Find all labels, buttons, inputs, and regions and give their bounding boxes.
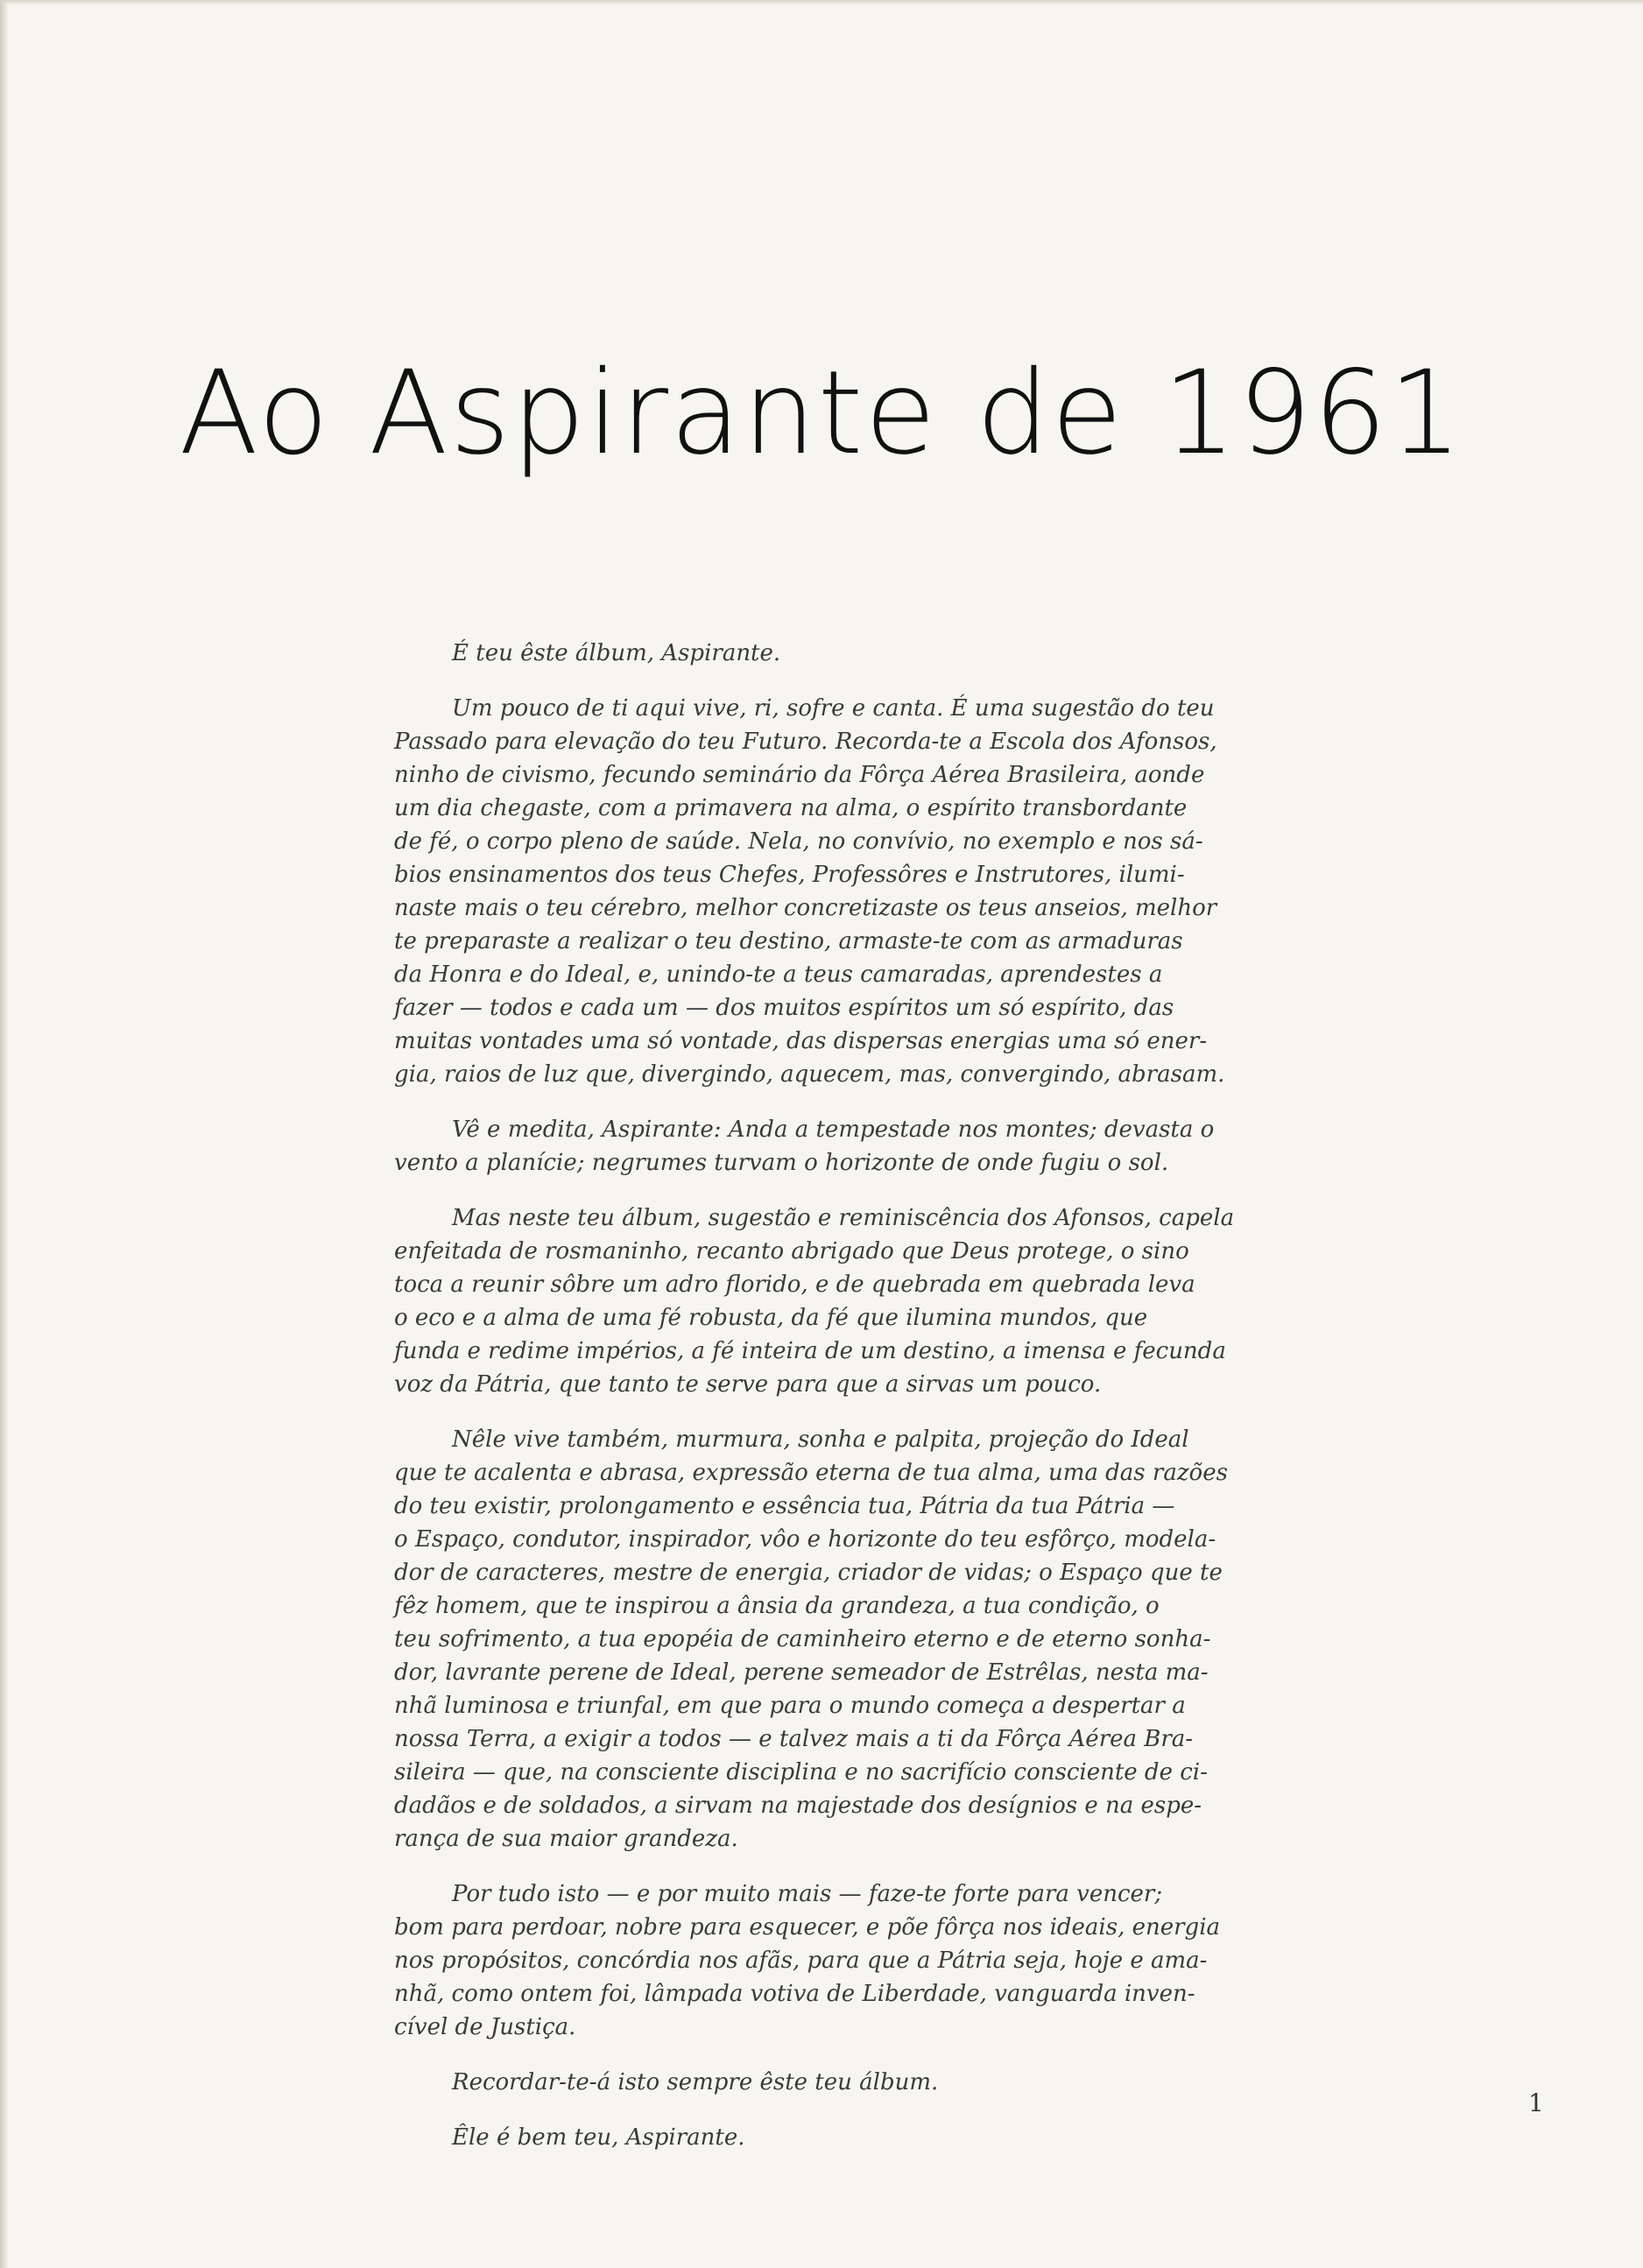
text-line: fazer — todos e cada um — dos muitos espíritos um só espírito, das	[394, 995, 1174, 1021]
text-line: nhã luminosa e triunfal, em que para o mundo começa a despertar a	[394, 1693, 1186, 1719]
text-line: voz da Pátria, que tanto te serve para que a sirvas um pouco.	[394, 1371, 1102, 1398]
text-line: funda e redime impérios, a fé inteira de um destino, a imensa e fecunda	[394, 1338, 1226, 1364]
text-line: teu sofrimento, a tua epopéia de caminheiro eterno e de eterno sonha-	[394, 1626, 1211, 1652]
text-line: bios ensinamentos dos teus Chefes, Professôres e Instrutores, ilumi-	[394, 862, 1185, 888]
text-line: ninho de civismo, fecundo seminário da Fôrça Aérea Brasileira, aonde	[394, 762, 1205, 788]
text-line: Por tudo isto — e por muito mais — faze-te forte para vencer;	[452, 1881, 1163, 1907]
paragraph-4	[394, 1201, 1296, 1401]
page-title: Ao Aspirante de 1961	[179, 346, 1464, 481]
paragraph-1	[394, 637, 1296, 670]
text-line: nos propósitos, concórdia nos afãs, para que a Pátria seja, hoje e ama-	[394, 1948, 1208, 1974]
text-line: enfeitada de rosmaninho, recanto abrigado que Deus protege, o sino	[394, 1238, 1189, 1264]
text-line: rança de sua maior grandeza.	[394, 1826, 738, 1852]
text-line: fêz homem, que te inspirou a ânsia da grandeza, a tua condição, o	[394, 1593, 1160, 1619]
paragraph-7	[394, 2066, 1296, 2099]
paragraph-8	[394, 2121, 1296, 2154]
text-line: dadãos e de soldados, a sirvam na majestade dos desígnios e na espe-	[394, 1793, 1202, 1819]
text-line: naste mais o teu cérebro, melhor concretizaste os teus anseios, melhor	[394, 895, 1217, 921]
text-line: dor de caracteres, mestre de energia, criador de vidas; o Espaço que te	[394, 1560, 1223, 1586]
dedication-text	[394, 637, 1296, 2176]
text-line: do teu existir, prolongamento e essência tua, Pátria da tua Pátria —	[394, 1493, 1175, 1519]
paragraph-6	[394, 1877, 1296, 2044]
text-line: de fé, o corpo pleno de saúde. Nela, no convívio, no exemplo e nos sá-	[394, 828, 1203, 855]
text-line: Vê e medita, Aspirante: Anda a tempestade nos montes; devasta o	[452, 1116, 1215, 1143]
text-line: Êle é bem teu, Aspirante.	[452, 2124, 745, 2151]
text-line: que te acalenta e abrasa, expressão eterna de tua alma, uma das razões	[394, 1460, 1228, 1486]
page-number: 1	[1528, 2088, 1544, 2117]
text-line: Passado para elevação do teu Futuro. Recorda-te a Escola dos Afonsos,	[394, 729, 1217, 755]
text-line: toca a reunir sôbre um adro florido, e de quebrada em quebrada leva	[394, 1271, 1195, 1298]
text-line: da Honra e do Ideal, e, unindo-te a teus camaradas, aprendestes a	[394, 961, 1163, 988]
text-line: o eco e a alma de uma fé robusta, da fé que ilumina mundos, que	[394, 1305, 1148, 1331]
paragraph-3	[394, 1113, 1296, 1180]
paragraph-2	[394, 692, 1296, 1091]
text-line: nhã, como ontem foi, lâmpada votiva de Liberdade, vanguarda inven-	[394, 1981, 1195, 2007]
text-line: dor, lavrante perene de Ideal, perene semeador de Estrêlas, nesta ma-	[394, 1659, 1209, 1686]
text-line: nossa Terra, a exigir a todos — e talvez mais a ti da Fôrça Aérea Bra-	[394, 1726, 1194, 1752]
text-line: É teu êste álbum, Aspirante.	[452, 640, 781, 666]
text-line: Nêle vive também, murmura, sonha e palpita, projeção do Ideal	[452, 1426, 1189, 1453]
text-line: muitas vontades uma só vontade, das dispersas energias uma só ener-	[394, 1028, 1208, 1054]
text-line: Mas neste teu álbum, sugestão e reminiscência dos Afonsos, capela	[452, 1205, 1235, 1231]
page-edge-shadow	[0, 0, 9, 2268]
text-line: Recordar-te-á isto sempre êste teu álbum.	[452, 2069, 939, 2095]
text-line: cível de Justiça.	[394, 2014, 576, 2040]
text-line: bom para perdoar, nobre para esquecer, e põe fôrça nos ideais, energia	[394, 1914, 1221, 1940]
text-line: gia, raios de luz que, divergindo, aquecem, mas, convergindo, abrasam.	[394, 1061, 1225, 1088]
text-line: o Espaço, condutor, inspirador, vôo e horizonte do teu esfôrço, modela-	[394, 1526, 1216, 1553]
text-line: vento a planície; negrumes turvam o horizonte de onde fugiu o sol.	[394, 1150, 1169, 1176]
text-line: Um pouco de ti aqui vive, ri, sofre e canta. É uma sugestão do teu	[452, 695, 1215, 722]
page-top-shadow	[0, 0, 1643, 5]
text-line: sileira — que, na consciente disciplina e no sacrifício consciente de ci-	[394, 1759, 1208, 1786]
text-line: um dia chegaste, com a primavera na alma, o espírito transbordante	[394, 795, 1188, 821]
paragraph-5	[394, 1423, 1296, 1856]
text-line: te preparaste a realizar o teu destino, armaste-te com as armaduras	[394, 928, 1183, 954]
